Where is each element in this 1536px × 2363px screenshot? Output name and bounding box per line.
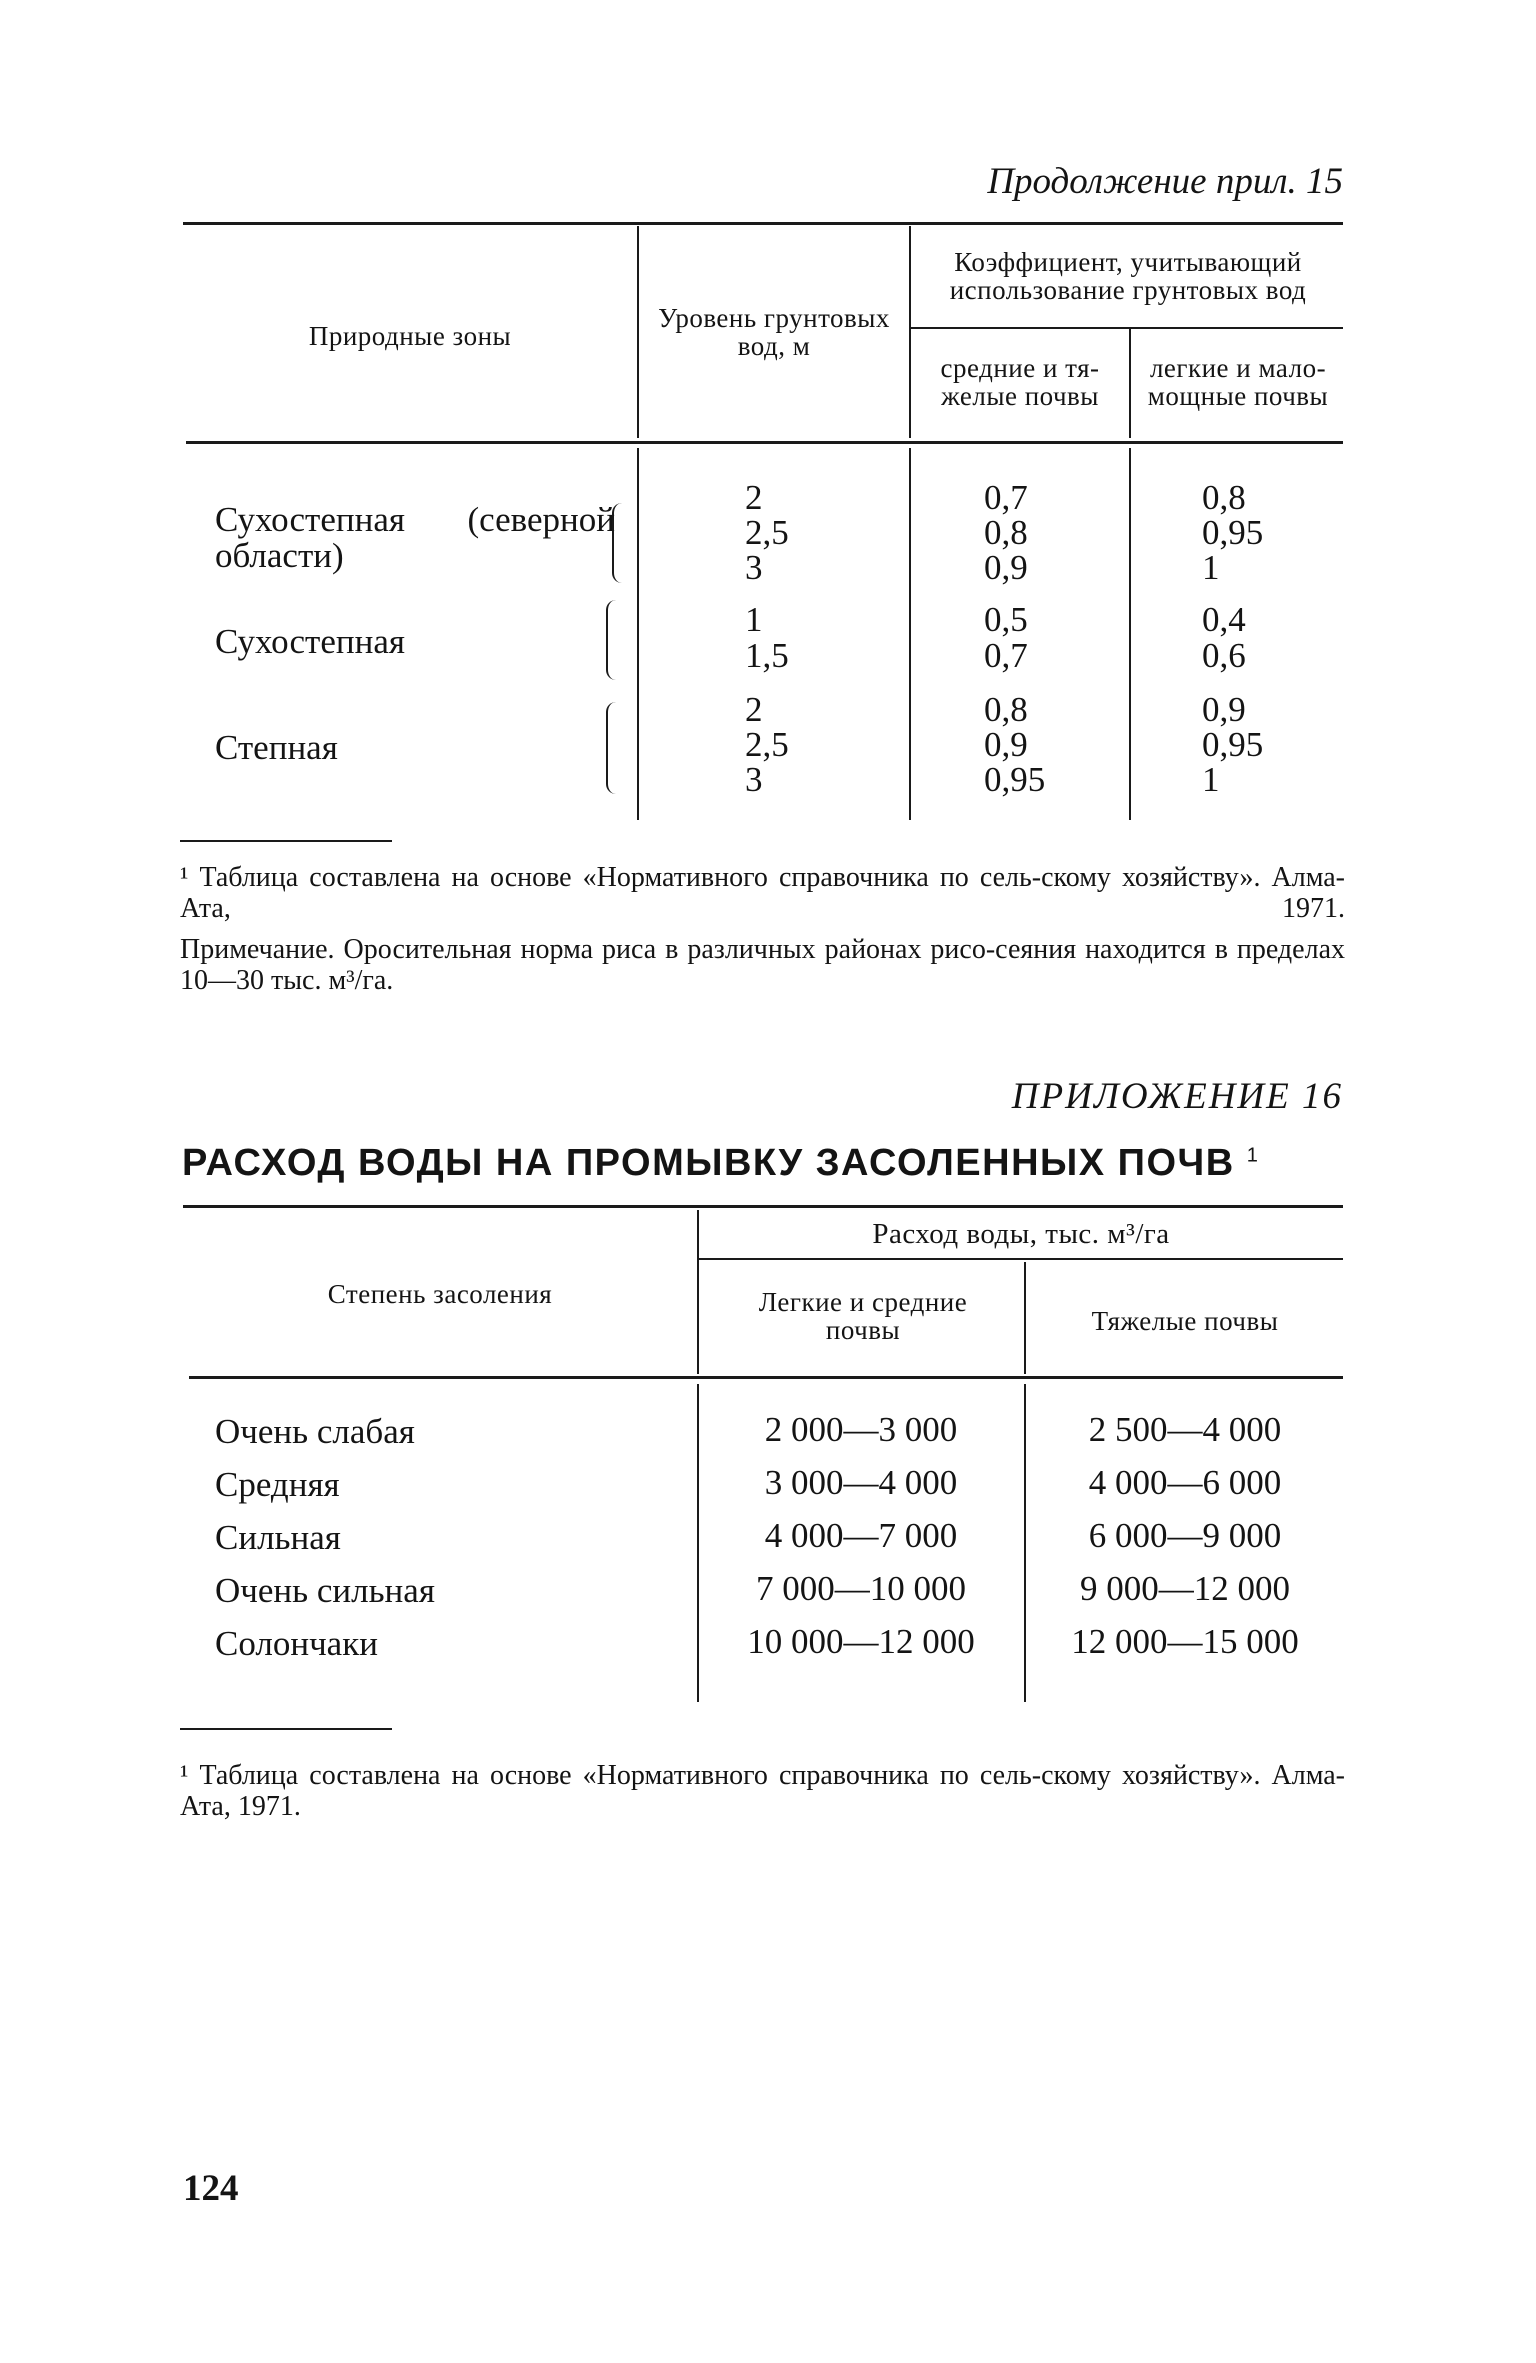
- light-value: 0,95: [1202, 513, 1264, 552]
- medium-value: 0,95: [984, 760, 1046, 799]
- table-1-body-divider: [637, 448, 639, 820]
- continuation-label: Продолжение прил. 15: [987, 161, 1343, 202]
- light-value: 2 000—3 000: [764, 1410, 958, 1449]
- level-value: 2,5: [745, 513, 789, 552]
- table-1-body-divider: [909, 448, 911, 820]
- header-salinity-degree: Степень засоления: [327, 1279, 553, 1309]
- light-value: 4 000—7 000: [764, 1516, 958, 1555]
- light-value: 0,8: [1202, 478, 1246, 517]
- header-light-soils: легкие и мало-мощные почвы: [1147, 353, 1329, 411]
- level-value: 2: [745, 478, 763, 517]
- light-value: 0,6: [1202, 636, 1246, 675]
- header-level: Уровень грунтовых вод, м: [658, 303, 890, 361]
- appendix-title: [182, 1142, 1259, 1185]
- table-2-header-rule: [189, 1376, 1343, 1379]
- medium-value: 0,7: [984, 636, 1028, 675]
- table-1-header-divider: [909, 226, 911, 438]
- heavy-value: 9 000—12 000: [1080, 1569, 1290, 1608]
- level-value: 2: [745, 690, 763, 729]
- table-1-note: Примечание. Оросительная норма риса в различных районах рисо-сеяния находится в пределах 10—30 тыс. м³/га.: [180, 934, 1345, 996]
- level-value: 1: [745, 600, 763, 639]
- level-value: 3: [745, 548, 763, 587]
- light-value: 7 000—10 000: [756, 1569, 966, 1608]
- light-value: 0,95: [1202, 725, 1264, 764]
- table-2-header-subrule: [699, 1258, 1343, 1260]
- heavy-value: 12 000—15 000: [1071, 1622, 1299, 1661]
- table-1-footnote: ¹ Таблица составлена на основе «Нормативного справочника по сель-скому хозяйству». Алма-Ата, 1971.: [180, 862, 1345, 924]
- brace: [606, 600, 622, 680]
- light-value: 1: [1202, 548, 1220, 587]
- table-2-body-divider: [697, 1384, 699, 1702]
- heavy-value: 6 000—9 000: [1088, 1516, 1282, 1555]
- header-medium-soils: средние и тя-желые почвы: [940, 353, 1100, 411]
- medium-value: 0,7: [984, 478, 1028, 517]
- page-number: 124: [183, 2168, 239, 2209]
- level-value: 2,5: [745, 725, 789, 764]
- level-value: 1,5: [745, 636, 789, 675]
- zone-label: Сухостепная: [215, 622, 405, 661]
- table-2-body-divider: [1024, 1384, 1026, 1702]
- header-zones: Природные зоны: [308, 321, 512, 351]
- table-2-header-divider: [697, 1210, 699, 1374]
- footnote-rule: [180, 840, 392, 842]
- light-value: 0,4: [1202, 600, 1246, 639]
- light-value: 10 000—12 000: [747, 1622, 975, 1661]
- table-1-top-rule: [183, 222, 1343, 225]
- header-light-medium-soils: Легкие и средние почвы: [758, 1287, 968, 1345]
- appendix-title-text: РАСХОД ВОДЫ НА ПРОМЫВКУ ЗАСОЛЕННЫХ ПОЧВ: [182, 1142, 1235, 1184]
- heavy-value: 4 000—6 000: [1088, 1463, 1282, 1502]
- brace: [606, 702, 622, 794]
- light-value: 1: [1202, 760, 1220, 799]
- salinity-degree: Средняя: [215, 1465, 340, 1504]
- title-footnote-mark: 1: [1246, 1144, 1260, 1167]
- table-2-header-divider: [1024, 1262, 1026, 1374]
- medium-value: 0,5: [984, 600, 1028, 639]
- level-value: 3: [745, 760, 763, 799]
- medium-value: 0,9: [984, 548, 1028, 587]
- medium-value: 0,8: [984, 513, 1028, 552]
- table-1-header-rule: [186, 441, 1343, 444]
- table-2-top-rule: [183, 1205, 1343, 1208]
- medium-value: 0,9: [984, 725, 1028, 764]
- header-coefficient: Коэффициент, учитывающий использование грунтовых вод: [949, 247, 1307, 305]
- salinity-degree: Очень слабая: [215, 1412, 415, 1451]
- salinity-degree: Солончаки: [215, 1624, 378, 1663]
- medium-value: 0,8: [984, 690, 1028, 729]
- brace: [612, 503, 628, 583]
- salinity-degree: Очень сильная: [215, 1571, 435, 1610]
- heavy-value: 2 500—4 000: [1088, 1410, 1282, 1449]
- light-value: 0,9: [1202, 690, 1246, 729]
- appendix-label: ПРИЛОЖЕНИЕ 16: [1011, 1076, 1343, 1117]
- table-2-footnote: ¹ Таблица составлена на основе «Нормативного справочника по сель-скому хозяйству». Алма-Ата, 1971.: [180, 1760, 1345, 1822]
- table-1-header-subrule: [911, 327, 1343, 329]
- header-water-consumption: Расход воды, тыс. м³/га: [872, 1218, 1170, 1250]
- zone-label: Степная: [215, 728, 338, 767]
- table-1-header-divider: [637, 226, 639, 438]
- footnote-rule: [180, 1728, 392, 1730]
- table-1-body-divider: [1129, 448, 1131, 820]
- table-1-header-divider: [1129, 329, 1131, 438]
- salinity-degree: Сильная: [215, 1518, 341, 1557]
- light-value: 3 000—4 000: [764, 1463, 958, 1502]
- zone-label: Сухостепная (северной области): [215, 500, 615, 575]
- header-heavy-soils: Тяжелые почвы: [1091, 1306, 1279, 1336]
